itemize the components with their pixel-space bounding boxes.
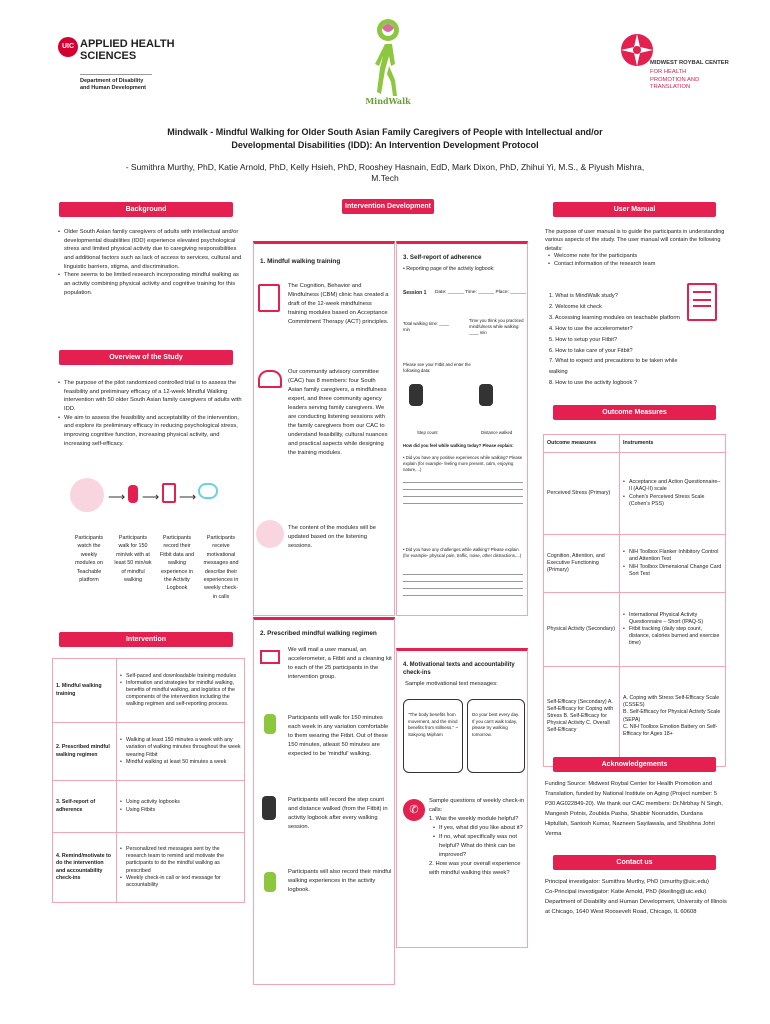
contact-info bbox=[545, 878, 727, 917]
uic-logo: UIC bbox=[58, 37, 78, 57]
modules-circle-icon bbox=[256, 520, 284, 548]
contact-line: Principal investigator: Sumithra Murthy, PhD (smurthy@uic.edu) bbox=[545, 879, 709, 885]
app-name: MindWalk bbox=[365, 96, 411, 106]
manual-list bbox=[549, 291, 684, 389]
chat-bubble-icon bbox=[198, 483, 218, 499]
intervention-row bbox=[53, 723, 245, 781]
outcome-instrument: A. Coping with Stress Self-Efficacy Scale (CSSES) bbox=[623, 695, 720, 709]
outcome-instrument: B. Self-Efficacy for Physical Activity Scale (SEPA) bbox=[623, 709, 721, 723]
intervention-name: 2. Prescribed mindful walking regimen bbox=[53, 723, 117, 781]
outcome-instrument: • Acceptance and Action Questionnaire– II (AAQ-II) scale bbox=[623, 479, 722, 493]
motivational-section bbox=[396, 648, 528, 948]
intervention-item: • Walking at least 150 minutes a week with any variation of walking minutes throughout the week wearing Fitbit bbox=[120, 737, 241, 758]
outcome-row bbox=[544, 593, 726, 667]
logbook-total: Total walking time: ____ min bbox=[403, 321, 449, 332]
arrow-icon: ⟶ bbox=[179, 490, 197, 504]
outcome-row bbox=[544, 667, 726, 767]
manual-list-item: 7. What to expect and precautions to be taken while walking bbox=[549, 358, 678, 376]
section-title: 3. Self-report of adherence bbox=[403, 254, 482, 261]
intervention-item: • Using activity logbooks bbox=[120, 799, 241, 806]
section-title: 1. Mindful walking training bbox=[260, 258, 341, 265]
outcome-measure: Perceived Stress (Primary) bbox=[544, 453, 620, 535]
logbook-fitbit-note: Please see your Fitbit and enter the following data: bbox=[403, 362, 471, 373]
section-text: Our community advisory committee (CAC) has 8 members: four South Asian family caregivers, a mindfulness expert, and three community agency leaders serving family caregivers. We are conducting listening sessions with the family caregivers from our CAC to understand feasibility, cultural nuances and practical aspects while designing the training modules. bbox=[288, 369, 388, 456]
contact-line: Department of Disability and Human Development, University of Illinois at Chicago, 1640 West Roosevelt Road, Chicago, IL 60608 bbox=[545, 898, 727, 915]
department-name: Department of Disability and Human Development bbox=[80, 78, 147, 91]
arrow-icon: ⟶ bbox=[142, 490, 160, 504]
logbook-icon bbox=[162, 483, 176, 503]
outcome-heading: Outcome Measures bbox=[553, 405, 716, 420]
overview-heading: Overview of the Study bbox=[59, 350, 233, 365]
study-step: Participants record their Fitbit data and walking experience in the Activity Logbook bbox=[159, 535, 195, 592]
intervention-item: • Mindful walking at least 50 minutes a week bbox=[120, 759, 241, 766]
calls-intro: Sample questions of weekly check-in calls: bbox=[429, 798, 525, 813]
study-step: Participants walk for 150 min/wk with at least 50 min/wk of mindful walking bbox=[114, 535, 152, 583]
manual-list-item: 5. How to setup your Fitbit? bbox=[549, 336, 618, 343]
college-divider bbox=[80, 74, 152, 75]
calls-question: 1. Was the weekly module helpful? bbox=[429, 815, 519, 822]
intervention-item: • Information and strategies for mindful walking, benefits of mindful walking, and logistics of the components of the intervention including the walking regimen and self-reporting process. bbox=[120, 680, 241, 709]
calls-bullet: • If yes, what did you like about it? bbox=[433, 824, 525, 833]
outcome-measure: Self-Efficacy (Secondary) A. Self-Efficacy for Coping with Stress B. Self-Efficacy for Physical Activity C. Overall Self-Efficacy bbox=[544, 667, 620, 767]
manual-list-item: 2. Welcome kit check bbox=[549, 303, 602, 310]
overview-bullet: • The purpose of the pilot randomized controlled trial is to assess the feasibility and preliminary efficacy of a 12-week Mindful Walking intervention with 50 older South Asian family caregivers of adults with IDD. bbox=[58, 379, 244, 414]
intervention-table bbox=[52, 658, 245, 903]
walking-regimen-section bbox=[253, 617, 395, 985]
background-bullet: • There seems to be limited research incorporating mindful walking as an activity combining physical activity and cognitive training for this population. bbox=[58, 271, 244, 297]
user-manual-heading: User Manual bbox=[553, 202, 716, 217]
quote-bubble bbox=[467, 699, 525, 773]
outcome-instrument: C. NIH Toolbox Emotion Battery on Self-Efficacy for Ages 18+ bbox=[623, 723, 718, 737]
development-heading: Intervention Development bbox=[342, 199, 434, 214]
q-text: Did you have any positive experiences while walking? Please explain (for example- feeling more present, calm, enjoying nature,...) bbox=[403, 455, 523, 472]
logbook-q1: • Did you have any positive experiences while walking? Please explain (for example- feeling more present, calm, enjoying nature,...) bbox=[403, 455, 523, 472]
logbook-date: Date: ______ Time: ______ Place: ______ bbox=[435, 290, 527, 295]
outcome-col-header: Instruments bbox=[620, 435, 726, 453]
manual-list-item: 8. How to use the activity logbook ? bbox=[549, 380, 637, 387]
section-text: Participants will walk for 150 minutes each week in any variation comfortable to them wearing the Fitbit. Out of these 150 minutes, atleast 50 minutes are expected to be 'mindful' walking. bbox=[288, 715, 389, 757]
section-text: We will mail a user manual, an accelerometer, a Fitbit and a cleaning kit to each of the 25 participants in the intervention group. bbox=[288, 647, 392, 680]
walking-icon bbox=[264, 872, 276, 892]
calls-question: 2. How was your overall experience with mindful walking this week? bbox=[429, 860, 521, 876]
walking-icon bbox=[264, 714, 276, 734]
center-name: MIDWEST ROYBAL CENTER bbox=[650, 60, 729, 66]
intervention-item: • Personalized text messages sent by the research team to remind and motivate the participants to do the mindful walking as prescribed bbox=[120, 846, 241, 875]
self-report-section bbox=[396, 241, 528, 616]
manual-bullet: • Welcome note for the participants bbox=[548, 252, 718, 260]
quote-bubble bbox=[403, 699, 463, 773]
quote-text: "The body benefits from movement, and the mind benefits from stillness." ~ Sakyong Mipham bbox=[408, 712, 458, 737]
outcome-measure: Cognition, Attention, and Executive Functioning (Primary) bbox=[544, 535, 620, 593]
logbook-step: Step count bbox=[417, 430, 438, 435]
outcome-instrument: • NIH Toolbox Dimensional Change Card Sort Test bbox=[623, 564, 722, 578]
contact-heading: Contact us bbox=[553, 855, 716, 870]
acknowledgements-text: Funding Source: Midwest Roybal Center for Health Promotion and Translation, funded by National Institute on Aging (Project number: 5 P30 AG022849-20). We thank our CAC members: Dr.Nirbhay N Singh, Mangesh Potnis, Zoubida Pasha, Shabbir Nooruddin, Durdana Hiptullah, Santosh Kumar, Nazneen Sayilawala, and Shobhna Johri Verma bbox=[545, 781, 723, 837]
manual-list-item: 3. Accessing learning modules on teachable platform bbox=[549, 314, 680, 321]
section-title: 2. Prescribed mindful walking regimen bbox=[260, 630, 377, 637]
calls-text bbox=[429, 797, 525, 878]
acknowledgements-heading: Acknowledgements bbox=[553, 757, 716, 772]
section-text: Participants will also record their mindful walking experiences in the activity logbook. bbox=[288, 869, 392, 893]
study-step: Participants watch the weekly modules on Teachable platform bbox=[74, 535, 104, 583]
contact-line: Co-Principal investigator: Katie Arnold, PhD (kkeiling@uic.edu) bbox=[545, 888, 707, 895]
overview-bullet: • We aim to assess the feasibility and acceptability of the intervention, and explore its preliminary efficacy in reducing psychological stress, improving cognitive function, increasing physical activity, and increasing self-efficacy. bbox=[58, 414, 244, 449]
poster-authors: - Sumithra Murthy, PhD, Katie Arnold, PhD, Kelly Hsieh, PhD, Rooshey Hasnain, EdD, Mark Dixon, PhD, Zhihui Yi, M.S., & Piyush Mishra, M.Tech bbox=[125, 162, 645, 184]
intervention-heading: Intervention bbox=[59, 632, 233, 647]
college-name: APPLIED HEALTH SCIENCES bbox=[80, 38, 175, 63]
outcome-instrument: • NIH Toolbox Flanker Inhibitory Control and Attention Test bbox=[623, 549, 722, 563]
community-icon bbox=[258, 370, 282, 388]
calls-bullet: • If no, what specifically was not helpful? What do think can be improved? bbox=[433, 833, 525, 860]
manual-list-item: 4. How to use the accelerometer? bbox=[549, 325, 633, 332]
outcome-instrument: • International Physical Activity Questionnaire – Short (IPAQ-S) bbox=[623, 612, 722, 626]
manual-bullet: • Contact information of the research team bbox=[548, 260, 718, 268]
section-text: The Cognition, Behavior and Mindfulness (CBM) clinic has created a draft of the 12-week mindfulness training modules based on Acceptance Commitment Therapy (ACT) principles. bbox=[288, 283, 389, 325]
fitbit-icon bbox=[262, 796, 276, 820]
background-list bbox=[58, 228, 244, 298]
outcome-row bbox=[544, 453, 726, 535]
logbook-distance: Distance walked bbox=[481, 430, 513, 435]
intervention-name: 3. Self-report of adherence bbox=[53, 781, 117, 833]
document-icon bbox=[258, 284, 280, 312]
intervention-name: 4. Remind/motivate to do the intervention and accountability check-ins bbox=[53, 833, 117, 903]
mindwalk-logo bbox=[365, 12, 411, 106]
section-bullet: • Reporting page of the activity logbook: bbox=[403, 266, 495, 272]
phone-icon: ✆ bbox=[403, 799, 425, 821]
manual-intro: The purpose of user manual is to guide the participants in understanding various aspects of the study. The user manual will contain the following details: bbox=[545, 229, 725, 252]
fitbit-icon bbox=[409, 384, 423, 406]
section-text: Sample motivational text messages: bbox=[405, 681, 498, 687]
intervention-row bbox=[53, 781, 245, 833]
section-text: Participants will record the step count and distance walked (from the Fitbit) in activity logbook after every walking session. bbox=[288, 797, 388, 830]
answer-lines bbox=[403, 568, 523, 602]
section-title: 4. Motivational texts and accountability check-ins bbox=[403, 662, 515, 677]
overview-list bbox=[58, 379, 244, 449]
intervention-row bbox=[53, 833, 245, 903]
outcome-header-row bbox=[544, 435, 726, 453]
logbook-mindful: Time you think you practiced mindfulness while walking: ____ min bbox=[469, 318, 524, 335]
quote-text: Do your best every day. If you can't walk today, please try walking tomorrow. bbox=[472, 712, 520, 737]
logbook-q2: • Did you have any challenges while walking? Please explain (for example- physical pain, traffic, noise, other distractions,...) bbox=[403, 547, 522, 558]
walk-figure-icon bbox=[128, 485, 138, 503]
manual-list-item: 1. What is MindWalk study? bbox=[549, 293, 618, 299]
background-heading: Background bbox=[59, 202, 233, 217]
outcome-instrument: • Cohen's Perceived Stress Scale (Cohen's PSS) bbox=[623, 494, 722, 508]
answer-lines bbox=[403, 476, 523, 510]
walking-figure-icon bbox=[365, 12, 411, 106]
manual-bullets bbox=[548, 252, 718, 269]
outcome-table bbox=[543, 434, 726, 767]
outcome-measure: Physical Activity (Secondary) bbox=[544, 593, 620, 667]
logbook-feel: How did you feel while walking today? Please explain: bbox=[403, 443, 514, 448]
poster-title: Mindwalk - Mindful Walking for Older South Asian Family Caregivers of People with Intellectual and/or Developmental Disabilities (IDD): An Intervention Development Protocol bbox=[167, 127, 603, 151]
mail-icon bbox=[260, 650, 280, 664]
background-bullet: • Older South Asian family caregivers of adults with intellectual and/or developmental disabilities (IDD) experience elevated psychological stress and limited physical activity due to caregiving responsibilities and additional factors such as lack of access to services, cultural and linguistic barriers, stigma, and discrimination. bbox=[58, 228, 244, 271]
study-flow bbox=[60, 475, 240, 525]
outcome-col-header: Outcome measures bbox=[544, 435, 620, 453]
teachable-circle-icon bbox=[70, 478, 104, 512]
outcome-instrument: • Fitbit tracking (daily step count, distance, calories burned and exercise time) bbox=[623, 626, 722, 647]
arrow-icon: ⟶ bbox=[108, 490, 126, 504]
intervention-name: 1. Mindful walking training bbox=[53, 659, 117, 723]
bullet-text: Reporting page of the activity logbook: bbox=[406, 266, 495, 272]
intervention-row bbox=[53, 659, 245, 723]
fitbit-icon bbox=[479, 384, 493, 406]
mindful-training-section bbox=[253, 241, 395, 616]
outcome-row bbox=[544, 535, 726, 593]
manual-list-item: 6. How to take care of your Fitbit? bbox=[549, 347, 633, 354]
intervention-item: • Using Fitbits bbox=[120, 807, 241, 814]
study-step: Participants receive motivational messages and describe their experiences in weekly check-in calls bbox=[203, 535, 239, 600]
q-text: Did you have any challenges while walking? Please explain (for example- physical pain, traffic, noise, other distractions,...) bbox=[403, 547, 522, 558]
center-subtitle: FOR HEALTH PROMOTION AND TRANSLATION bbox=[650, 69, 700, 91]
manual-book-icon bbox=[687, 283, 717, 321]
section-text: The content of the modules will be updated based on the listening sessions. bbox=[288, 525, 376, 549]
intervention-item: • Self-paced and downloadable training modules bbox=[120, 673, 241, 680]
intervention-item: • Weekly check-in call or text message for accountability bbox=[120, 875, 241, 889]
logbook-session: Session 1 bbox=[403, 290, 427, 296]
